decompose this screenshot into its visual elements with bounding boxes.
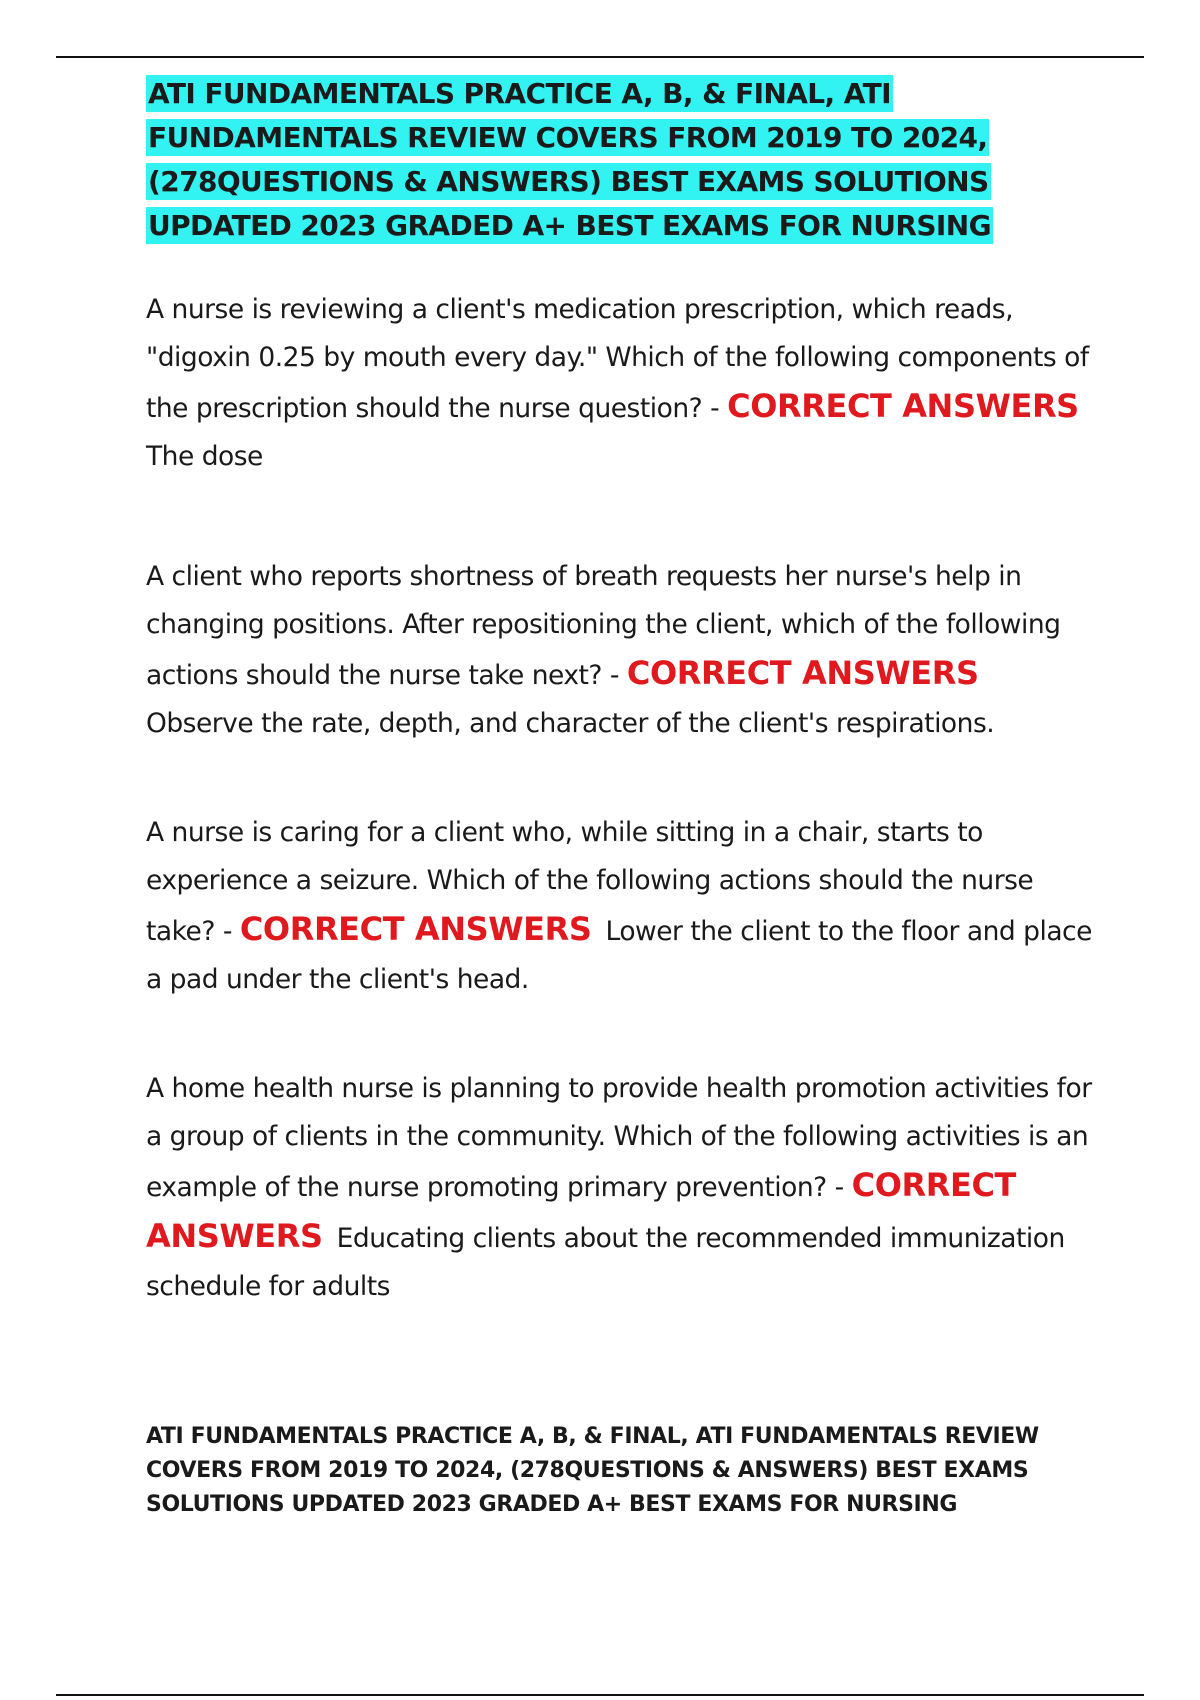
question-text: A home health nurse is planning to provide health promotion activities for a group of clients in the community. Which of the following activities is an example of the nurse promoting primary prevention? - (146, 1073, 1092, 1203)
qa-item-1 (146, 286, 1096, 481)
qa-item-4 (146, 1065, 1096, 1311)
answer-text: The dose (146, 441, 263, 472)
correct-answers-label: CORRECT ANSWERS (146, 1166, 1016, 1255)
correct-answers-label: CORRECT ANSWERS (239, 910, 592, 948)
qa-item-3 (146, 809, 1096, 1004)
qa-item-2 (146, 553, 1096, 748)
question-text: A nurse is reviewing a client's medication prescription, which reads, "digoxin 0.25 by mouth every day." Which of the following components of the prescription should the nurse question? - (146, 294, 1089, 424)
footer-title: ATI FUNDAMENTALS PRACTICE A, B, & FINAL, ATI FUNDAMENTALS REVIEW COVERS FROM 2019 TO 2024, (278QUESTIONS & ANSWERS) BEST EXAMS SOLUTIONS UPDATED 2023 GRADED A+ BEST EXAMS FOR NURSING (146, 1424, 1039, 1517)
question-text: A client who reports shortness of breath requests her nurse's help in changing positions. After repositioning the client, which of the following actions should the nurse take next? - (146, 561, 1061, 691)
correct-answers-label: CORRECT ANSWERS (727, 387, 1079, 425)
answer-text: Observe the rate, depth, and character of the client's respirations. (146, 708, 995, 739)
title-highlight: ATI FUNDAMENTALS PRACTICE A, B, & FINAL, ATI FUNDAMENTALS REVIEW COVERS FROM 2019 TO 2024, (278QUESTIONS & ANSWERS) BEST EXAMS SOLUTIONS UPDATED 2023 GRADED A+ BEST EXAMS FOR NURSING (148, 77, 991, 242)
answer-text: Lower the client to the floor and place a pad under the client's head. (146, 916, 1092, 995)
answer-text: Educating clients about the recommended immunization schedule for adults (146, 1223, 1065, 1302)
document-title (146, 72, 1096, 248)
question-text: A nurse is caring for a client who, while sitting in a chair, starts to experience a seizure. Which of the following actions should the nurse take? - (146, 817, 1034, 947)
document-page (146, 72, 1096, 1517)
top-rule (56, 56, 1144, 58)
bottom-rule (56, 1694, 1144, 1696)
correct-answers-label: CORRECT ANSWERS (626, 654, 979, 692)
